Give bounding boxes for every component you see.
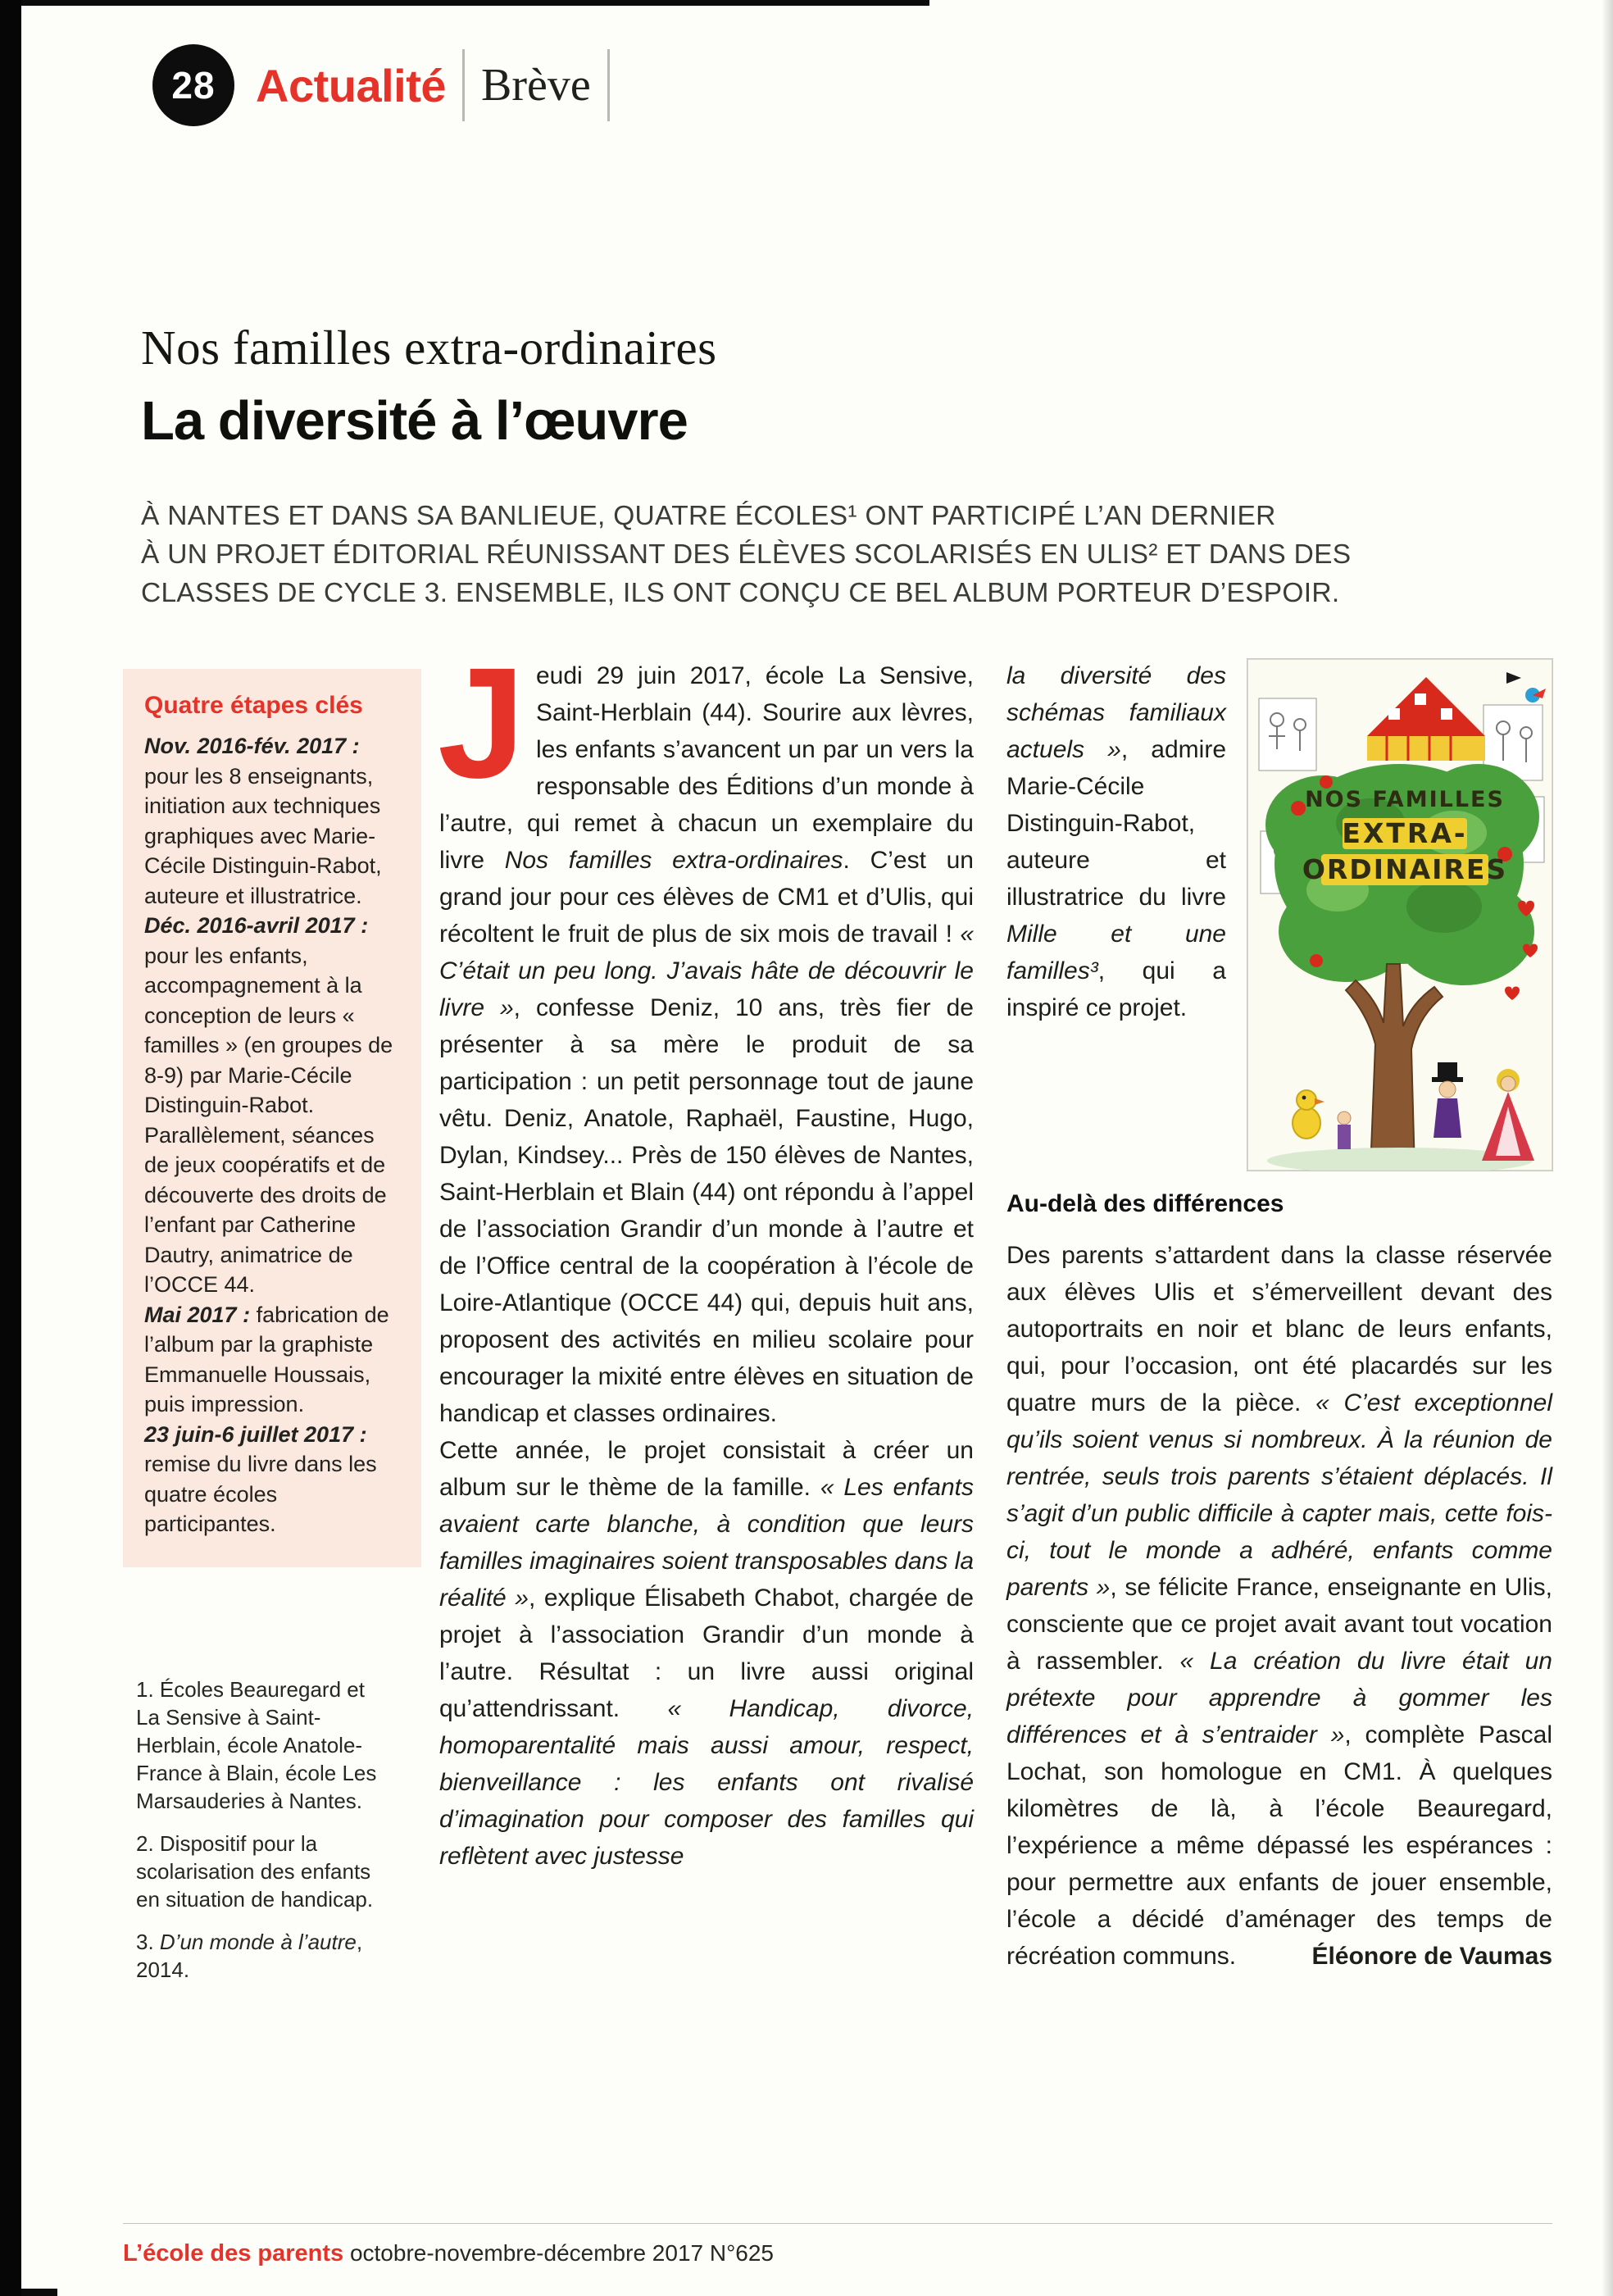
scan-edge-left <box>0 0 21 2296</box>
drop-cap-letter: J <box>438 634 525 811</box>
cover-title-line-3: ORDINAIRES <box>1302 853 1508 885</box>
article-continuation: la diversité des schémas familiaux actuels », admire Marie-Cécile Distinguin-Rabot, auteure et illustratrice du livre Mille et une familles³, qui a inspiré ce projet. <box>1006 662 1227 1021</box>
article-body-column <box>438 634 975 1875</box>
book-cover-illustration <box>1247 659 1552 1171</box>
scan-edge-right <box>1602 0 1613 2296</box>
key-steps-box <box>123 669 421 1567</box>
page-header <box>152 39 626 131</box>
rubric-label: Brève <box>481 60 591 111</box>
article-paragraph: Des parents s’attardent dans la classe réservée aux élèves Ulis et s’émerveillent devant des autoportraits en noir et blanc de leurs enfants, qui, pour l’occasion, ont été placardés sur les quatre murs de la pièce. « C’est exceptionnel qu’ils soient venus si nombreux. À la réunion de rentrée, seuls trois parents s’étaient déplacés. Il s’agit d’un public difficile à capter mais, cette fois-ci, tout le monde a adhéré, enfants comme parents », se félicite France, enseignante en Ulis, consciente que ce projet avait avant tout vocation à rassembler. « La création du livre était un prétexte pour apprendre à gommer les différences et à s’entraider », complète Pascal Lochat, son homologue en CM1. À quelques kilomètres de là, à l’école Beauregard, l’expérience a même dépassé les espérances : pour permettre aux enfants de jouer ensemble, l’école a décidé d’aménager des temps de récréation communs. <box>1006 1242 1552 1970</box>
section-label: Actualité <box>256 59 446 111</box>
drop-cap <box>438 634 536 811</box>
footnote: 2. Dispositif pour la scolarisation des enfants en situation de handicap. <box>136 1830 374 1912</box>
key-step: Nov. 2016-fév. 2017 : pour les 8 enseignants, initiation aux techniques graphiques avec Marie-Cécile Distinguin-Rabot, auteure et illustratrice. <box>144 734 382 908</box>
main-title: La diversité à l’œuvre <box>141 390 688 452</box>
subheading: Au-delà des différences <box>1006 1190 1284 1217</box>
key-step: 23 juin-6 juillet 2017 : remise du livre dans les quatre écoles participantes. <box>144 1421 377 1536</box>
standfirst <box>141 497 1559 612</box>
footnotes <box>123 1675 387 1984</box>
author-signature: Éléonore de Vaumas <box>1311 1943 1552 1970</box>
cover-title-line-2: EXTRA- <box>1342 817 1468 849</box>
page-number-badge: 28 <box>152 44 234 126</box>
footnote: 1. Écoles Beauregard et La Sensive à Saint-Herblain, école Anatole-France à Blain, école Les Marsauderies à Nantes. <box>136 1676 377 1813</box>
header-divider <box>607 49 610 121</box>
scan-edge-top <box>21 0 929 6</box>
scan-edge-bottom <box>21 2289 57 2296</box>
article-paragraph: eudi 29 juin 2017, école La Sensive, Saint-Herblain (44). Sourire aux lèvres, les enfants s’avancent un par un vers la responsable des Éditions d’un monde à l’autre, qui remet à chacun un exemplaire du livre Nos familles extra-ordinaires. C’est un grand jour pour ces élèves de CM1 et d’Ulis, qui récoltent le fruit de plus de six mois de travail ! « C’était un peu long. J’avais hâte de découvrir le livre », confesse Deniz, 10 ans, très fier de présenter à sa mère le produit de sa participation : un petit personnage tout de jaune vêtu. Deniz, Anatole, Raphaël, Faustine, Hugo, Dylan, Kindsey... Près de 150 élèves de Nantes, Saint-Herblain et Blain (44) ont répondu à l’appel de l’association Grandir d’un monde à l’autre et de l’Office central de la coopération à l’école de Loire-Atlantique (OCCE 44) qui, depuis huit ans, proposent des activités en milieu scolaire pour encourager la mixité entre élèves en situation de handicap et classes ordinaires. <box>439 662 974 1427</box>
issue-info: octobre-novembre-décembre 2017 N°625 <box>349 2240 774 2266</box>
key-steps-title: Quatre étapes clés <box>144 692 363 719</box>
magazine-name: L’école des parents <box>123 2240 344 2266</box>
footnote: 3. D’un monde à l’autre, 2014. <box>136 1929 363 1982</box>
standfirst-line: À NANTES ET DANS SA BANLIEUE, QUATRE ÉCOLES¹ ONT PARTICIPÉ L’AN DERNIER <box>141 501 1276 531</box>
left-column <box>123 669 421 1998</box>
standfirst-line: CLASSES DE CYCLE 3. ENSEMBLE, ILS ONT CONÇU CE BEL ALBUM PORTEUR D’ESPOIR. <box>141 578 1340 608</box>
key-step: Mai 2017 : fabrication de l’album par la graphiste Emmanuelle Houssais, puis impression. <box>144 1302 389 1416</box>
header-divider <box>462 49 465 121</box>
key-step: Déc. 2016-avril 2017 : pour les enfants, accompagnement à la conception de leurs « familles » (en groupes de 8-9) par Marie-Cécile Distinguin-Rabot. Parallèlement, séances de jeux coopératifs et de découverte des droits de l’enfant par Catherine Dautry, animatrice de l’OCCE 44. <box>144 913 393 1297</box>
page-footer <box>123 2223 1552 2267</box>
standfirst-line: À UN PROJET ÉDITORIAL RÉUNISSANT DES ÉLÈVES SCOLARISÉS EN ULIS² ET DANS DES <box>141 539 1352 570</box>
cover-title-line-1: NOS FAMILLES <box>1305 787 1505 812</box>
right-column <box>1006 657 1552 1975</box>
title-block <box>141 320 1452 452</box>
kicker-title: Nos familles extra-ordinaires <box>141 321 717 375</box>
article-paragraph: Cette année, le projet consistait à créer un album sur le thème de la famille. « Les enfants avaient carte blanche, à condition que leurs familles imaginaires soient transposables dans la réalité », explique Élisabeth Chabot, chargée de projet à l’association Grandir d’un monde à l’autre. Résultat : un livre aussi original qu’attendrissant. « Handicap, divorce, homoparentalité mais aussi amour, respect, bienveillance : les enfants ont rivalisé d’imagination pour composer des familles qui reflètent avec justesse <box>439 1437 975 1870</box>
